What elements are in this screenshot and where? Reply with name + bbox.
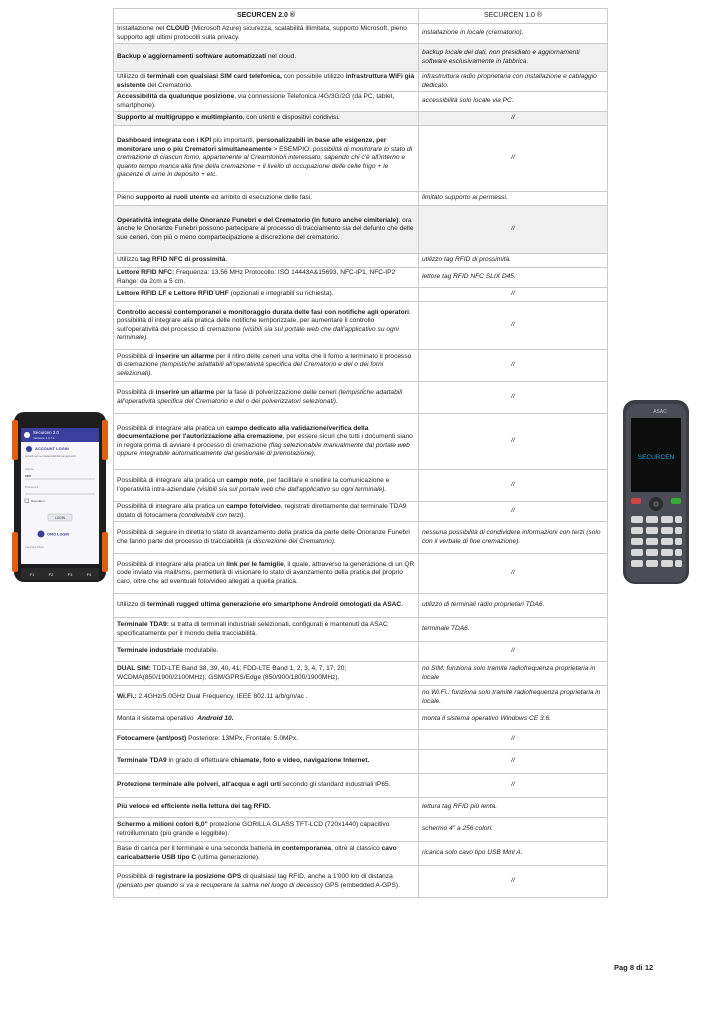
- row-securcen-2-cell: Utilizzo di terminali rugged ultima generazione e/o smartphone Android omologati da ASAC.: [114, 594, 419, 618]
- row-securcen-2-cell: Possibilità di inserire un allarme per la fase di polverizzazione delle ceneri (tempistiche adattabili all'operatività specifica del Crematorio e del o dei polverizzatori selezionati).: [114, 382, 419, 414]
- table-row: [114, 350, 608, 382]
- row-securcen-1-cell: //: [419, 112, 608, 126]
- row-securcen-1-cell: monta il sistema operativo Windows CE 3.6.: [419, 710, 608, 730]
- user-label: Utente: [25, 467, 34, 471]
- login-button: LOGIN: [55, 516, 65, 520]
- row-securcen-1-cell: //: [419, 414, 608, 470]
- row-securcen-2-cell: Possibilità di inserire un allarme per il ritiro delle ceneri una volta che il forno a terminato il processo di cremazione (tempistiche adattabili all'operatività specifica del Crematorio e del o dei forni selezionati).: [114, 350, 419, 382]
- footer-text: Copyright ASAC: [25, 546, 44, 549]
- row-securcen-1-cell: terminale TDA6.: [419, 618, 608, 642]
- password-label: Password: [25, 485, 39, 489]
- row-securcen-2-cell: Terminale industriale modulabile.: [114, 642, 419, 662]
- table-row: [114, 112, 608, 126]
- row-securcen-2-cell: Lettore RFID LF e Lettore RFID UHF (opzionali e integrabili su richiesta).: [114, 288, 419, 302]
- row-securcen-1-cell: //: [419, 288, 608, 302]
- table-row: [114, 470, 608, 502]
- table-row: [114, 866, 608, 898]
- row-securcen-2-cell: Pieno supporto ai ruoli utente ed ambito di esecuzione delle fasi.: [114, 192, 419, 206]
- row-securcen-2-cell: Possibilità di integrare alla pratica un campo foto/video, registrati direttamente dal terminale TDA9 dotato di fotocamera (condivisibili con terzi).: [114, 502, 419, 522]
- table-row: [114, 72, 608, 92]
- row-securcen-2-cell: Possibilità di integrare alla pratica un link per le famiglie, il quale, attraverso la generazione di un QR code inviato via mail/sms, permetterà di visionare lo stato di avanzamento della pratica del proprio caro, oltre che ad eventuali foto/video allegati a quella pratica.: [114, 554, 419, 594]
- row-securcen-2-cell: Accessibilità da qualunque posizione, via connessione Telefonica /4G/3G/2G (da PC, tablet, smartphone).: [114, 92, 419, 112]
- row-securcen-1-cell: ricarica solo cavo tipo USB Mini A.: [419, 842, 608, 866]
- row-securcen-2-cell: Supporto al multigruppo e multimpianto, con utenti e dispositivi condivisi.: [114, 112, 419, 126]
- row-securcen-1-cell: utilizzo di terminali radio proprietari TDA6.: [419, 594, 608, 618]
- table-row: [114, 268, 608, 288]
- row-securcen-2-cell: Protezione terminale alle polveri, all'acqua e agli urti secondo gli standard industriali IP65.: [114, 774, 419, 798]
- table-row: [114, 44, 608, 72]
- row-securcen-2-cell: Terminale TDA9: si tratta di terminali industriali selezionati, configurati e mantenuti da ASAC specificatamente per il mondo della tracciabilità.: [114, 618, 419, 642]
- row-securcen-1-cell: lettura tag RFID più lenta.: [419, 798, 608, 818]
- table-row: [114, 798, 608, 818]
- remember-label: Ricordami: [31, 499, 45, 503]
- row-securcen-1-cell: utilizzo tag RFID di prossimità.: [419, 254, 608, 268]
- row-securcen-1-cell: lettore tag RFID NFC SLIX D45.: [419, 268, 608, 288]
- row-securcen-1-cell: //: [419, 866, 608, 898]
- table-row: [114, 842, 608, 866]
- row-securcen-1-cell: no SIM: funziona solo tramite radiofrequenza proprietaria in locale: [419, 662, 608, 686]
- row-securcen-1-cell: //: [419, 382, 608, 414]
- row-securcen-2-cell: Monta il sistema operativo Android 10.: [114, 710, 419, 730]
- table-row: [114, 254, 608, 268]
- row-securcen-2-cell: DUAL SIM: TDD-LTE Band 38, 39, 40, 41; FDD-LTE Band 1, 2, 3, 4, 7, 17, 20; WCDMA(850/1900/2100MHz); GSM/GPRS/Edge (850/900/1800/1900MHz).: [114, 662, 419, 686]
- row-securcen-2-cell: Backup e aggiornamenti software automatizzati nel cloud.: [114, 44, 419, 72]
- table-row: [114, 710, 608, 730]
- row-securcen-2-cell: Fotocamere (ant/post) Posteriore: 13MPx, Frontale: 5.0MPx.: [114, 730, 419, 750]
- table-row: [114, 618, 608, 642]
- table-row: [114, 92, 608, 112]
- row-securcen-2-cell: Possibilità di integrare alla pratica un campo dedicato alla validazione/verifica della documentazione per l'autorizzazione alla cremazione, per essere sicuri che tutti i documenti siano in regola prima di avviare il processo di cremazione (flag selezionabile manualmente dal portale web oppure integrabile automaticamente dal gestionale di prenotazione).: [114, 414, 419, 470]
- rugged-terminal-illustration: [12, 410, 108, 584]
- header-row: [114, 9, 608, 24]
- row-securcen-2-cell: Installazione nel CLOUD (Microsoft Azure) sicurezza, scalabilità illimitata, supporto Microsoft, pieno supporto agli ultimi protocolli sulla privacy.: [114, 24, 419, 44]
- row-securcen-1-cell: //: [419, 730, 608, 750]
- legacy-terminal-image: [620, 398, 692, 586]
- table-row: [114, 192, 608, 206]
- header-securcen-2: SECURCEN 2.0 ®: [114, 9, 419, 24]
- header-securcen-1: SECURCEN 1.0 ®: [419, 9, 608, 24]
- row-securcen-1-cell: //: [419, 350, 608, 382]
- row-securcen-1-cell: //: [419, 642, 608, 662]
- row-securcen-1-cell: //: [419, 750, 608, 774]
- row-securcen-1-cell: no Wi.Fi.: funziona solo tramite radiofrequenza proprietaria in locale.: [419, 686, 608, 710]
- table-row: [114, 302, 608, 350]
- key-f1: F1: [29, 572, 35, 577]
- row-securcen-1-cell: //: [419, 554, 608, 594]
- page-number: Pag 8 di 12: [614, 963, 654, 972]
- table-row: [114, 414, 608, 470]
- account-login-label: ACCOUNT LOGIN: [35, 446, 69, 451]
- table-row: [114, 662, 608, 686]
- row-securcen-1-cell: //: [419, 470, 608, 502]
- table-row: [114, 206, 608, 254]
- table-row: [114, 522, 608, 554]
- rugged-terminal-image: [12, 410, 108, 584]
- table-row: [114, 502, 608, 522]
- device-brand: ASAC: [653, 409, 667, 415]
- account-sub-label: Accedi con le credenziali del tuo account: [25, 454, 76, 458]
- row-securcen-1-cell: nessuna possibilità di condividere informazioni con terzi (solo con il verbale di fine cremazione).: [419, 522, 608, 554]
- row-securcen-1-cell: limitato supporto ai permessi.: [419, 192, 608, 206]
- table-row: [114, 642, 608, 662]
- row-securcen-2-cell: Più veloce ed efficiente nella lettura dei tag RFID.: [114, 798, 419, 818]
- row-securcen-2-cell: Wi.Fi.: 2.4GHz/5.0GHz Dual Frequency, IEEE 802.11 a/b/g/n/ac .: [114, 686, 419, 710]
- table-row: [114, 594, 608, 618]
- table-row: [114, 730, 608, 750]
- row-securcen-2-cell: Dashboard integrata con i KPI più importanti, personalizzabili in base alle esigenze, per monitorare uno o più Crematori simultaneamente > ESEMPIO: possibilità di monitorare lo stato di cremazione di ciascun forno, appartenente al Creamtorio/i interessato, sapendo chi c'è all'interno e quanto tempo manca alla fine della cremazione + il livello di occupazione delle celle frigo + le giacenze di urne in deposito + etc.: [114, 126, 419, 192]
- device-screen-text: SECURCEN: [637, 454, 675, 461]
- key-f2: F2: [48, 572, 54, 577]
- table-row: [114, 774, 608, 798]
- key-f4: F4: [86, 572, 92, 577]
- row-securcen-2-cell: Possibilità di registrare la posizione GPS di qualsiasi tag RFID, anche a 1'000 km di distanza (pensato per quando si va a recuperare la salma nel luogo di decesso) GPS (embedded A-GPS).: [114, 866, 419, 898]
- row-securcen-2-cell: Utilizzo di terminali con qualsiasi SIM card telefonica, con possibile utilizzo infrastruttura WiFi già esistente del Crematorio.: [114, 72, 419, 92]
- row-securcen-1-cell: schermo 4" a 256 colori.: [419, 818, 608, 842]
- key-f3: F3: [67, 572, 73, 577]
- row-securcen-2-cell: Base di carica per il terminale e una seconda batteria in contemporanea, oltre al classico cavo caricabatterie USB tipo C (ultima generazione).: [114, 842, 419, 866]
- row-securcen-1-cell: installazione in locale (crematorio).: [419, 24, 608, 44]
- table-row: [114, 24, 608, 44]
- table-row: [114, 288, 608, 302]
- row-securcen-1-cell: //: [419, 774, 608, 798]
- row-securcen-2-cell: Controllo accessi contemporanei e monitoraggio durata delle fasi con notifiche agli operatori: possibilità di integrare alla pratica delle notifiche temporizzate, per aumentare il controllo sull'operatività del processo di cremazione (visibili sia sul portale web che dall'applicativo su ogni terminale).: [114, 302, 419, 350]
- row-securcen-1-cell: backup locale dei dati, non presidiato e aggiornamenti software esclusivamente in fabbrica.: [419, 44, 608, 72]
- row-securcen-1-cell: //: [419, 502, 608, 522]
- comparison-table: [113, 8, 608, 898]
- row-securcen-2-cell: Lettore RFID NFC: Frequenza: 13.56 MHz Protocollo: ISO 14443A&15693, NFC-IP1, NFC-IP2 Range: da 2cm a 5 cm.: [114, 268, 419, 288]
- row-securcen-2-cell: Schermo a milioni colori 6,0" protezione GORILLA GLASS TFT-LCD (720x1440) capacitivo retroilluminato (più grande e leggibile).: [114, 818, 419, 842]
- app-title: Securcen 2.0: [33, 430, 59, 435]
- app-subtitle: Versione 2.0.7.1: [33, 436, 55, 440]
- table-row: [114, 382, 608, 414]
- row-securcen-2-cell: Utilizzo tag RFID NFC di prossimità.: [114, 254, 419, 268]
- row-securcen-1-cell: //: [419, 206, 608, 254]
- table-row: [114, 750, 608, 774]
- ofid-login-label: OFID LOGIN: [47, 532, 70, 537]
- table-row: [114, 554, 608, 594]
- row-securcen-1-cell: accessibilità solo locale via PC.: [419, 92, 608, 112]
- row-securcen-1-cell: infrastruttura radio proprietaria con installazione e cablaggio dedicato.: [419, 72, 608, 92]
- table-row: [114, 126, 608, 192]
- row-securcen-2-cell: Operatività integrata delle Onoranze Funebri e del Crematorio (in futuro anche cimiteriale): ora anche le Onoranze Funebri possono partecipare al processo di tracciamento sia del defunto che delle sue ceneri, con più o meno compartecipazione a discrezione del crematorio.: [114, 206, 419, 254]
- row-securcen-2-cell: Possibilità di seguire in diretta lo stato di avanzamento della pratica da parte delle Onoranze Funebri che fanno parte del processo di tracciabilità (a discrezione del Crematorio).: [114, 522, 419, 554]
- user-value: user: [25, 474, 32, 478]
- legacy-terminal-illustration: [620, 398, 692, 586]
- table-row: [114, 818, 608, 842]
- row-securcen-2-cell: Terminale TDA9 in grado di effettuare chiamate, foto e video, navigazione Internet.: [114, 750, 419, 774]
- row-securcen-1-cell: //: [419, 126, 608, 192]
- row-securcen-2-cell: Possibilità di integrare alla pratica un campo note, per facilitare e snellire la comunicazione e l'operatività intra-aziendale (visibili sia sul portale web che dall'applicativo su ogni terminale).: [114, 470, 419, 502]
- table-row: [114, 686, 608, 710]
- row-securcen-1-cell: //: [419, 302, 608, 350]
